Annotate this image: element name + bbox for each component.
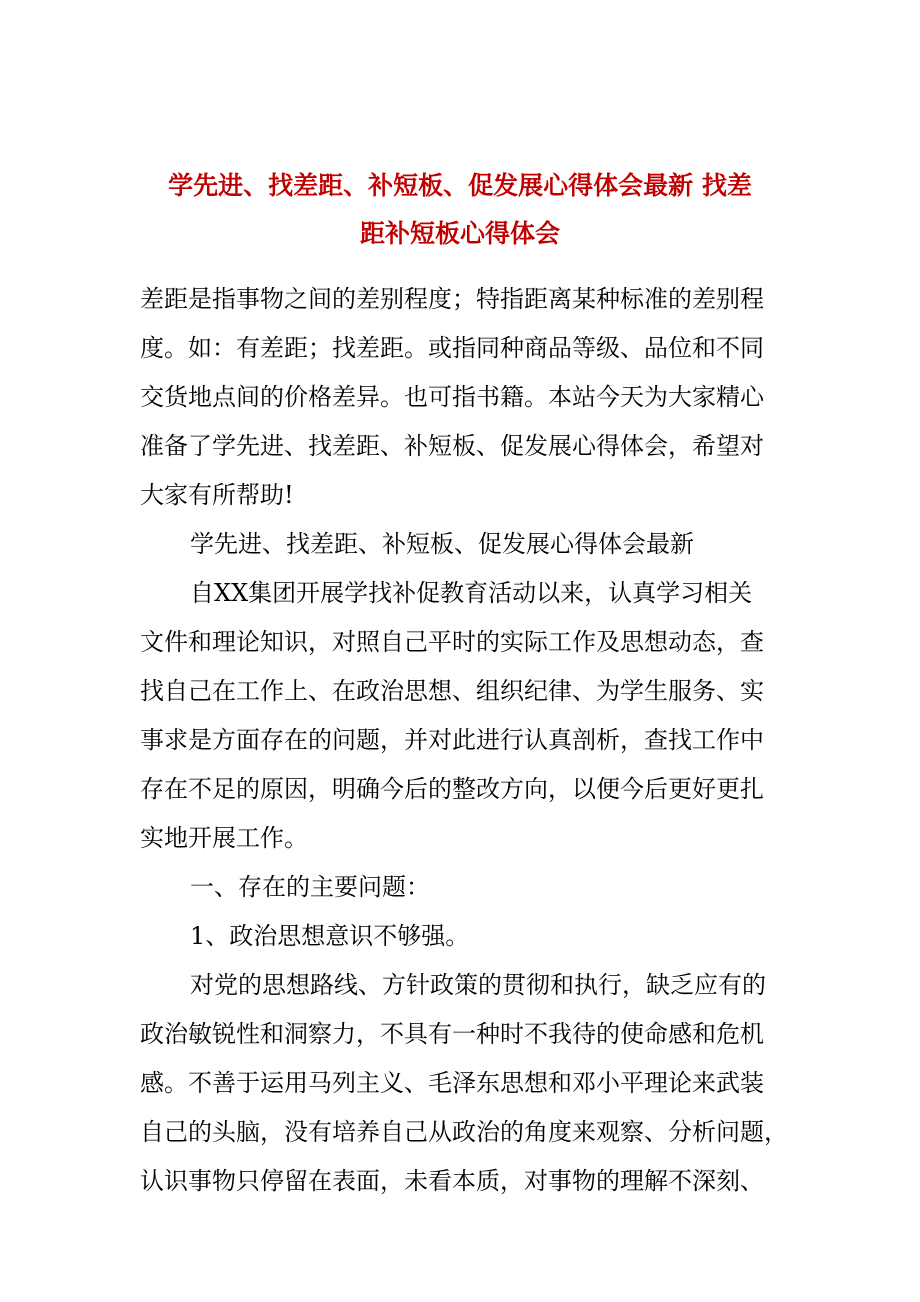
item-line: 对党的思想路线、方针政策的贯彻和执行，缺乏应有的 (190, 971, 766, 999)
intro-line: 准备了学先进、找差距、补短板、促发展心得体会，希望对 (140, 432, 764, 460)
section-heading: 一、存在的主要问题： (190, 873, 430, 901)
item-heading: 1、政治思想意识不够强。 (190, 922, 470, 950)
document-title-line-1: 学先进、找差距、补短板、促发展心得体会最新 找差 (168, 171, 752, 200)
item-line: 自己的头脑，没有培养自己从政治的角度来观察、分析问题， (140, 1118, 788, 1146)
body-line: 文件和理论知识，对照自己平时的实际工作及思想动态，查 (140, 628, 764, 656)
document-title-line-2: 距补短板心得体会 (359, 219, 560, 248)
article-subtitle: 学先进、找差距、补短板、促发展心得体会最新 (190, 530, 694, 558)
body-line: 自XX集团开展学找补促教育活动以来，认真学习相关 (190, 579, 753, 607)
intro-line: 度。如：有差距；找差距。或指同种商品等级、品位和不同 (140, 334, 764, 362)
body-line: 存在不足的原因，明确今后的整改方向，以便今后更好更扎 (140, 775, 764, 803)
item-line: 政治敏锐性和洞察力，不具有一种时不我待的使命感和危机 (140, 1020, 764, 1048)
item-line: 感。不善于运用马列主义、毛泽东思想和邓小平理论来武装 (140, 1069, 764, 1097)
item-line: 认识事物只停留在表面，未看本质，对事物的理解不深刻、 (140, 1167, 764, 1195)
intro-line: 交货地点间的价格差异。也可指书籍。本站今天为大家精心 (140, 383, 764, 411)
intro-line: 差距是指事物之间的差别程度；特指距离某种标准的差别程 (140, 285, 764, 313)
intro-line: 大家有所帮助! (140, 481, 294, 509)
body-line: 事求是方面存在的问题，并对此进行认真剖析，查找工作中 (140, 726, 764, 754)
body-line: 找自己在工作上、在政治思想、组织纪律、为学生服务、实 (140, 677, 764, 705)
body-line: 实地开展工作。 (140, 824, 308, 852)
